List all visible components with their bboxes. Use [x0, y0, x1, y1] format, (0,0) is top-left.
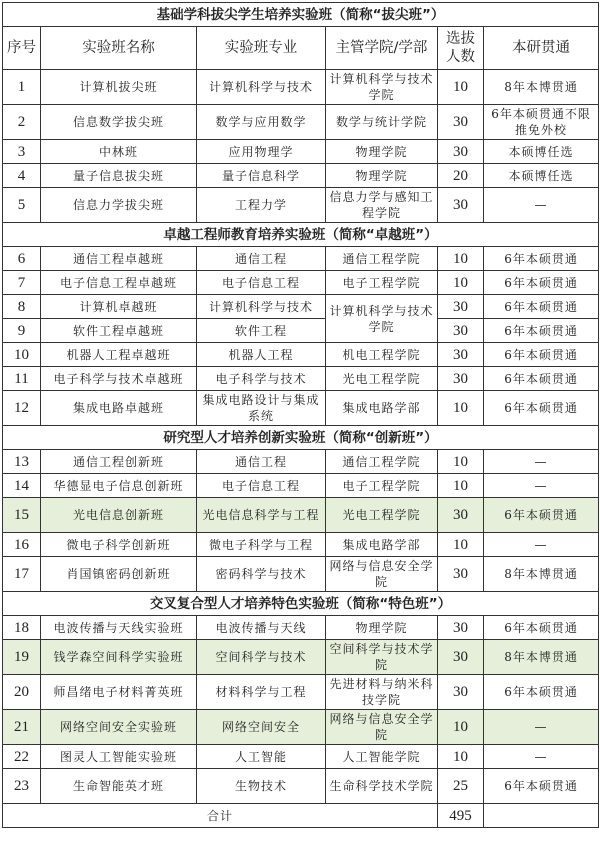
table-row	[3, 70, 599, 105]
col-header-name: 实验班名称	[41, 27, 197, 70]
row-major: 计算机科学与技术	[197, 70, 326, 105]
row-track: 6年本硕贯通	[484, 616, 599, 640]
table-row	[3, 271, 599, 295]
row-name: 图灵人工智能实验班	[41, 745, 197, 769]
table-row	[3, 343, 599, 367]
row-track: 本硕博任选	[484, 140, 599, 164]
row-no: 3	[3, 140, 41, 164]
section-title: 基础学科拔尖学生培养实验班（简称“拔尖班”）	[3, 3, 599, 27]
table-row-highlighted	[3, 498, 599, 533]
row-name: 肖国镇密码创新班	[41, 557, 197, 592]
row-count: 25	[438, 769, 484, 804]
table-row	[3, 557, 599, 592]
row-major: 软件工程	[197, 319, 326, 343]
row-name: 师昌绪电子材料菁英班	[41, 675, 197, 710]
row-track: 6年本硕贯通	[484, 498, 599, 533]
row-count: 30	[438, 105, 484, 140]
section-title: 交叉复合型人才培养特色实验班（简称“特色班”）	[3, 592, 599, 616]
table-row	[3, 105, 599, 140]
row-college: 电子工程学院	[326, 474, 438, 498]
row-count: 10	[438, 710, 484, 745]
col-header-count: 选拔人数	[438, 27, 484, 70]
row-no: 17	[3, 557, 41, 592]
row-count: 30	[438, 140, 484, 164]
row-no: 6	[3, 247, 41, 271]
row-no: 21	[3, 710, 41, 745]
row-track: 6年本硕贯通	[484, 675, 599, 710]
row-major: 计算机科学与技术	[197, 295, 326, 319]
row-no: 7	[3, 271, 41, 295]
row-track: 6年本硕贯通不限推免外校	[484, 105, 599, 140]
total-label: 合计	[3, 804, 438, 828]
row-name: 光电信息创新班	[41, 498, 197, 533]
row-track: 6年本硕贯通	[484, 769, 599, 804]
row-no: 10	[3, 343, 41, 367]
table-row	[3, 533, 599, 557]
row-count: 30	[438, 498, 484, 533]
row-name: 电子信息工程卓越班	[41, 271, 197, 295]
row-track: —	[484, 450, 599, 474]
row-major: 人工智能	[197, 745, 326, 769]
row-count: 30	[438, 640, 484, 675]
row-name: 量子信息拔尖班	[41, 164, 197, 188]
row-count: 10	[438, 745, 484, 769]
row-college: 物理学院	[326, 616, 438, 640]
row-name: 软件工程卓越班	[41, 319, 197, 343]
row-name: 电子科学与技术卓越班	[41, 367, 197, 391]
row-major: 集成电路设计与集成系统	[197, 391, 326, 426]
row-name: 通信工程创新班	[41, 450, 197, 474]
row-track: 6年本硕贯通	[484, 319, 599, 343]
row-major: 电子科学与技术	[197, 367, 326, 391]
row-count: 10	[438, 271, 484, 295]
row-no: 2	[3, 105, 41, 140]
table-row	[3, 769, 599, 804]
row-college: 机电工程学院	[326, 343, 438, 367]
table-row-highlighted	[3, 640, 599, 675]
row-count: 30	[438, 188, 484, 223]
row-no: 16	[3, 533, 41, 557]
table-row	[3, 367, 599, 391]
row-college: 空间科学与技术学院	[326, 640, 438, 675]
row-track: 8年本博贯通	[484, 70, 599, 105]
col-header-track: 本研贯通	[484, 27, 599, 70]
row-track: —	[484, 533, 599, 557]
col-header-major: 实验班专业	[197, 27, 326, 70]
row-no: 19	[3, 640, 41, 675]
row-name: 信息数学拔尖班	[41, 105, 197, 140]
row-no: 15	[3, 498, 41, 533]
row-track: 6年本硕贯通	[484, 367, 599, 391]
row-count: 30	[438, 367, 484, 391]
row-name: 华德显电子信息创新班	[41, 474, 197, 498]
row-count: 20	[438, 164, 484, 188]
row-college: 信息力学与感知工程学院	[326, 188, 438, 223]
table-row	[3, 391, 599, 426]
row-major: 数学与应用数学	[197, 105, 326, 140]
row-count: 10	[438, 474, 484, 498]
row-name: 计算机拔尖班	[41, 70, 197, 105]
table-row	[3, 140, 599, 164]
row-college: 通信工程学院	[326, 247, 438, 271]
row-major: 电子信息工程	[197, 271, 326, 295]
row-track: —	[484, 710, 599, 745]
row-major: 机器人工程	[197, 343, 326, 367]
row-no: 8	[3, 295, 41, 319]
total-empty-cell	[484, 804, 599, 828]
row-college: 生命科学技术学院	[326, 769, 438, 804]
row-major: 网络空间安全	[197, 710, 326, 745]
row-major: 电波传播与天线	[197, 616, 326, 640]
total-count: 495	[438, 804, 484, 828]
row-major: 材料科学与工程	[197, 675, 326, 710]
row-college: 电子工程学院	[326, 271, 438, 295]
row-name: 信息力学拔尖班	[41, 188, 197, 223]
row-name: 微电子科学创新班	[41, 533, 197, 557]
row-count: 30	[438, 319, 484, 343]
experimental-class-table	[2, 2, 599, 828]
table-row-highlighted	[3, 710, 599, 745]
row-no: 1	[3, 70, 41, 105]
row-no: 18	[3, 616, 41, 640]
row-no: 4	[3, 164, 41, 188]
row-college: 数学与统计学院	[326, 105, 438, 140]
row-major: 通信工程	[197, 247, 326, 271]
row-college: 物理学院	[326, 140, 438, 164]
row-track: —	[484, 188, 599, 223]
row-college: 光电工程学院	[326, 367, 438, 391]
row-no: 12	[3, 391, 41, 426]
col-header-college: 主管学院/学部	[326, 27, 438, 70]
table-row	[3, 319, 599, 343]
row-count: 30	[438, 557, 484, 592]
row-major: 电子信息工程	[197, 474, 326, 498]
row-major: 光电信息科学与工程	[197, 498, 326, 533]
row-name: 钱学森空间科学实验班	[41, 640, 197, 675]
row-name: 中林班	[41, 140, 197, 164]
table-row	[3, 675, 599, 710]
row-college: 人工智能学院	[326, 745, 438, 769]
col-header-no: 序号	[3, 27, 41, 70]
row-college: 网络与信息安全学院	[326, 710, 438, 745]
row-no: 14	[3, 474, 41, 498]
table-row	[3, 247, 599, 271]
row-major: 量子信息科学	[197, 164, 326, 188]
row-track: 6年本硕贯通	[484, 271, 599, 295]
row-major: 生物技术	[197, 769, 326, 804]
row-no: 22	[3, 745, 41, 769]
row-major: 微电子科学与工程	[197, 533, 326, 557]
row-count: 30	[438, 616, 484, 640]
table-row	[3, 745, 599, 769]
row-track: 本硕博任选	[484, 164, 599, 188]
row-college: 集成电路学部	[326, 533, 438, 557]
row-name: 通信工程卓越班	[41, 247, 197, 271]
row-college: 计算机科学与技术学院	[326, 70, 438, 105]
row-count: 10	[438, 247, 484, 271]
row-count: 10	[438, 391, 484, 426]
row-count: 30	[438, 295, 484, 319]
total-row	[3, 804, 599, 828]
row-track: —	[484, 745, 599, 769]
row-major: 通信工程	[197, 450, 326, 474]
row-name: 生命智能英才班	[41, 769, 197, 804]
table-row	[3, 188, 599, 223]
table-row	[3, 474, 599, 498]
row-college: 物理学院	[326, 164, 438, 188]
row-no: 5	[3, 188, 41, 223]
section-title: 卓越工程师教育培养实验班（简称“卓越班”）	[3, 223, 599, 247]
row-count: 10	[438, 533, 484, 557]
row-track: 6年本硕贯通	[484, 295, 599, 319]
row-college: 集成电路学部	[326, 391, 438, 426]
row-count: 10	[438, 450, 484, 474]
row-college: 先进材料与纳米科技学院	[326, 675, 438, 710]
row-count: 30	[438, 675, 484, 710]
row-name: 网络空间安全实验班	[41, 710, 197, 745]
row-no: 20	[3, 675, 41, 710]
table-row	[3, 295, 599, 319]
row-no: 23	[3, 769, 41, 804]
row-no: 9	[3, 319, 41, 343]
table-row	[3, 616, 599, 640]
row-major: 密码科学与技术	[197, 557, 326, 592]
row-major: 工程力学	[197, 188, 326, 223]
row-name: 电波传播与天线实验班	[41, 616, 197, 640]
row-track: 6年本硕贯通	[484, 391, 599, 426]
row-track: 6年本硕贯通	[484, 343, 599, 367]
row-track: —	[484, 474, 599, 498]
row-major: 空间科学与技术	[197, 640, 326, 675]
row-major: 应用物理学	[197, 140, 326, 164]
row-count: 30	[438, 343, 484, 367]
row-name: 集成电路卓越班	[41, 391, 197, 426]
row-no: 11	[3, 367, 41, 391]
row-track: 8年本博贯通	[484, 557, 599, 592]
section-title: 研究型人才培养创新实验班（简称“创新班”）	[3, 426, 599, 450]
row-track: 6年本硕贯通	[484, 247, 599, 271]
row-count: 10	[438, 70, 484, 105]
row-college: 通信工程学院	[326, 450, 438, 474]
row-name: 计算机卓越班	[41, 295, 197, 319]
row-track: 8年本博贯通	[484, 640, 599, 675]
table-row	[3, 164, 599, 188]
row-college: 网络与信息安全学院	[326, 557, 438, 592]
row-college: 计算机科学与技术学院	[326, 295, 438, 343]
table-row	[3, 450, 599, 474]
row-name: 机器人工程卓越班	[41, 343, 197, 367]
row-no: 13	[3, 450, 41, 474]
row-college: 光电工程学院	[326, 498, 438, 533]
